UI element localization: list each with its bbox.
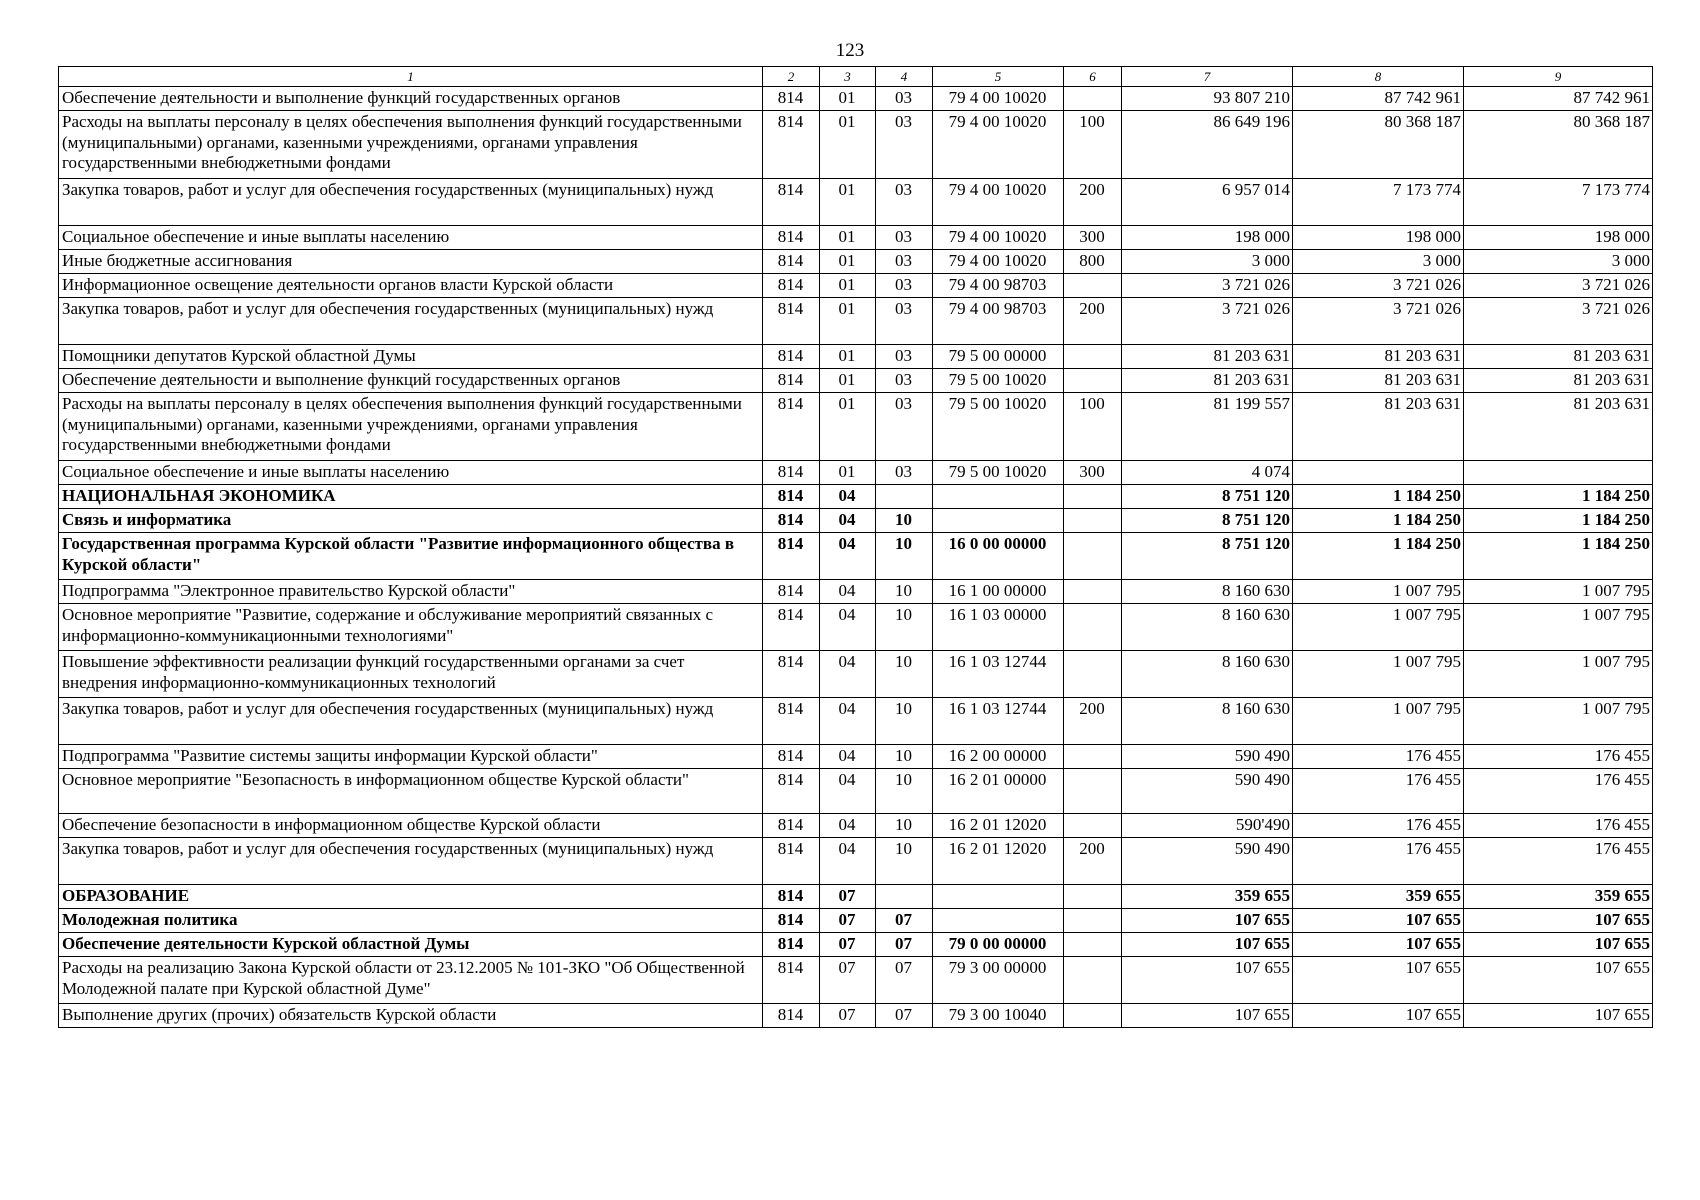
column-header: 4 — [876, 67, 933, 87]
subsection-code-cell: 07 — [876, 1004, 933, 1028]
subsection-code-cell: 03 — [876, 461, 933, 485]
table-row — [59, 111, 1653, 179]
section-code-cell: 04 — [820, 838, 876, 885]
expense-type-cell — [1064, 814, 1122, 838]
amount-year2-cell: 87 742 961 — [1293, 87, 1464, 111]
target-article-cell — [933, 485, 1064, 509]
row-name-cell: Повышение эффективности реализации функций государственными органами за счет внедрения информационно-коммуникационных технологий — [59, 651, 763, 698]
amount-year3-cell: 80 368 187 — [1464, 111, 1653, 179]
row-name-cell: ОБРАЗОВАНИЕ — [59, 885, 763, 909]
subsection-code-cell: 03 — [876, 179, 933, 226]
amount-year3-cell: 3 000 — [1464, 250, 1653, 274]
section-code-cell: 04 — [820, 698, 876, 745]
expense-type-cell: 800 — [1064, 250, 1122, 274]
expense-type-cell — [1064, 87, 1122, 111]
amount-year3-cell: 198 000 — [1464, 226, 1653, 250]
amount-year2-cell: 81 203 631 — [1293, 345, 1464, 369]
amount-year3-cell: 107 655 — [1464, 1004, 1653, 1028]
expense-type-cell — [1064, 909, 1122, 933]
subsection-code-cell: 10 — [876, 698, 933, 745]
amount-year2-cell: 81 203 631 — [1293, 369, 1464, 393]
table-row — [59, 87, 1653, 111]
amount-year1-cell: 590 490 — [1122, 769, 1293, 814]
row-name-cell: Молодежная политика — [59, 909, 763, 933]
row-name-cell: Основное мероприятие "Безопасность в информационном обществе Курской области" — [59, 769, 763, 814]
row-name-cell: Закупка товаров, работ и услуг для обеспечения государственных (муниципальных) нужд — [59, 298, 763, 345]
amount-year1-cell: 3 721 026 — [1122, 298, 1293, 345]
row-name-cell: Обеспечение безопасности в информационном обществе Курской области — [59, 814, 763, 838]
table-row — [59, 179, 1653, 226]
amount-year3-cell: 1 007 795 — [1464, 651, 1653, 698]
row-name-cell: Обеспечение деятельности и выполнение функций государственных органов — [59, 369, 763, 393]
section-code-cell: 01 — [820, 87, 876, 111]
table-body — [59, 67, 1653, 1028]
table-row — [59, 745, 1653, 769]
target-article-cell — [933, 909, 1064, 933]
target-article-cell — [933, 885, 1064, 909]
table-row — [59, 461, 1653, 485]
expense-type-cell — [1064, 651, 1122, 698]
table-row — [59, 298, 1653, 345]
target-article-cell: 79 5 00 10020 — [933, 461, 1064, 485]
table-row — [59, 1004, 1653, 1028]
column-header: 6 — [1064, 67, 1122, 87]
amount-year2-cell: 1 184 250 — [1293, 509, 1464, 533]
target-article-cell: 16 1 03 12744 — [933, 698, 1064, 745]
section-code-cell: 01 — [820, 345, 876, 369]
row-name-cell: Информационное освещение деятельности органов власти Курской области — [59, 274, 763, 298]
subsection-code-cell: 10 — [876, 580, 933, 604]
amount-year3-cell: 81 203 631 — [1464, 345, 1653, 369]
amount-year1-cell: 6 957 014 — [1122, 179, 1293, 226]
amount-year2-cell: 1 184 250 — [1293, 533, 1464, 580]
amount-year3-cell: 359 655 — [1464, 885, 1653, 909]
section-code-cell: 01 — [820, 226, 876, 250]
row-name-cell: Закупка товаров, работ и услуг для обеспечения государственных (муниципальных) нужд — [59, 838, 763, 885]
amount-year2-cell: 1 007 795 — [1293, 580, 1464, 604]
amount-year1-cell: 8 751 120 — [1122, 533, 1293, 580]
expense-type-cell: 200 — [1064, 298, 1122, 345]
row-name-cell: Помощники депутатов Курской областной Думы — [59, 345, 763, 369]
column-header: 1 — [59, 67, 763, 87]
amount-year3-cell: 176 455 — [1464, 769, 1653, 814]
amount-year1-cell: 8 160 630 — [1122, 698, 1293, 745]
amount-year2-cell: 80 368 187 — [1293, 111, 1464, 179]
subsection-code-cell: 07 — [876, 957, 933, 1004]
amount-year2-cell: 359 655 — [1293, 885, 1464, 909]
section-code-cell: 01 — [820, 250, 876, 274]
row-name-cell: Подпрограмма "Развитие системы защиты информации Курской области" — [59, 745, 763, 769]
amount-year3-cell: 7 173 774 — [1464, 179, 1653, 226]
amount-year3-cell: 176 455 — [1464, 745, 1653, 769]
grbs-code-cell: 814 — [763, 1004, 820, 1028]
amount-year3-cell: 1 007 795 — [1464, 604, 1653, 651]
section-code-cell: 04 — [820, 485, 876, 509]
expense-type-cell: 200 — [1064, 838, 1122, 885]
amount-year3-cell: 1 184 250 — [1464, 509, 1653, 533]
table-row — [59, 698, 1653, 745]
subsection-code-cell: 03 — [876, 250, 933, 274]
grbs-code-cell: 814 — [763, 87, 820, 111]
grbs-code-cell: 814 — [763, 769, 820, 814]
amount-year2-cell: 176 455 — [1293, 814, 1464, 838]
amount-year2-cell: 107 655 — [1293, 933, 1464, 957]
expense-type-cell: 100 — [1064, 393, 1122, 461]
target-article-cell: 16 0 00 00000 — [933, 533, 1064, 580]
target-article-cell: 16 2 01 12020 — [933, 838, 1064, 885]
row-name-cell: Социальное обеспечение и иные выплаты населению — [59, 226, 763, 250]
amount-year2-cell: 198 000 — [1293, 226, 1464, 250]
expense-type-cell — [1064, 369, 1122, 393]
row-name-cell: Закупка товаров, работ и услуг для обеспечения государственных (муниципальных) нужд — [59, 698, 763, 745]
subsection-code-cell: 03 — [876, 345, 933, 369]
target-article-cell: 16 1 00 00000 — [933, 580, 1064, 604]
amount-year1-cell: 107 655 — [1122, 1004, 1293, 1028]
amount-year1-cell: 590'490 — [1122, 814, 1293, 838]
subsection-code-cell: 10 — [876, 509, 933, 533]
subsection-code-cell: 03 — [876, 274, 933, 298]
subsection-code-cell: 03 — [876, 298, 933, 345]
row-name-cell: Обеспечение деятельности Курской областной Думы — [59, 933, 763, 957]
amount-year3-cell: 81 203 631 — [1464, 369, 1653, 393]
amount-year3-cell: 81 203 631 — [1464, 393, 1653, 461]
target-article-cell: 16 1 03 00000 — [933, 604, 1064, 651]
section-code-cell: 04 — [820, 745, 876, 769]
table-row — [59, 345, 1653, 369]
amount-year3-cell: 1 007 795 — [1464, 580, 1653, 604]
amount-year1-cell: 107 655 — [1122, 957, 1293, 1004]
amount-year2-cell — [1293, 461, 1464, 485]
grbs-code-cell: 814 — [763, 885, 820, 909]
section-code-cell: 01 — [820, 393, 876, 461]
amount-year2-cell: 176 455 — [1293, 745, 1464, 769]
grbs-code-cell: 814 — [763, 957, 820, 1004]
grbs-code-cell: 814 — [763, 909, 820, 933]
expense-type-cell — [1064, 485, 1122, 509]
header-row — [59, 67, 1653, 87]
amount-year1-cell: 8 160 630 — [1122, 604, 1293, 651]
amount-year3-cell: 176 455 — [1464, 838, 1653, 885]
amount-year1-cell: 107 655 — [1122, 933, 1293, 957]
grbs-code-cell: 814 — [763, 345, 820, 369]
amount-year1-cell: 590 490 — [1122, 838, 1293, 885]
section-code-cell: 04 — [820, 604, 876, 651]
amount-year1-cell: 8 160 630 — [1122, 580, 1293, 604]
amount-year1-cell: 8 751 120 — [1122, 485, 1293, 509]
grbs-code-cell: 814 — [763, 533, 820, 580]
table-row — [59, 957, 1653, 1004]
subsection-code-cell: 03 — [876, 393, 933, 461]
column-header: 2 — [763, 67, 820, 87]
budget-table — [58, 66, 1653, 1028]
amount-year2-cell: 1 007 795 — [1293, 604, 1464, 651]
amount-year2-cell: 81 203 631 — [1293, 393, 1464, 461]
expense-type-cell — [1064, 509, 1122, 533]
subsection-code-cell: 10 — [876, 533, 933, 580]
table-row — [59, 814, 1653, 838]
amount-year1-cell: 3 721 026 — [1122, 274, 1293, 298]
amount-year2-cell: 176 455 — [1293, 838, 1464, 885]
subsection-code-cell: 10 — [876, 838, 933, 885]
amount-year3-cell: 1 184 250 — [1464, 533, 1653, 580]
row-name-cell: Расходы на выплаты персоналу в целях обеспечения выполнения функций государственными (муниципальными) органами, казенными учреждениями, органами управления государственными внебюджетными фондами — [59, 393, 763, 461]
grbs-code-cell: 814 — [763, 604, 820, 651]
section-code-cell: 07 — [820, 885, 876, 909]
section-code-cell: 07 — [820, 957, 876, 1004]
amount-year2-cell: 7 173 774 — [1293, 179, 1464, 226]
amount-year3-cell: 176 455 — [1464, 814, 1653, 838]
target-article-cell: 79 4 00 10020 — [933, 250, 1064, 274]
target-article-cell: 79 3 00 10040 — [933, 1004, 1064, 1028]
target-article-cell: 79 4 00 98703 — [933, 274, 1064, 298]
target-article-cell: 16 1 03 12744 — [933, 651, 1064, 698]
amount-year3-cell: 107 655 — [1464, 957, 1653, 1004]
subsection-code-cell: 03 — [876, 111, 933, 179]
subsection-code-cell: 07 — [876, 933, 933, 957]
amount-year2-cell: 3 721 026 — [1293, 274, 1464, 298]
subsection-code-cell — [876, 485, 933, 509]
subsection-code-cell: 10 — [876, 651, 933, 698]
target-article-cell: 79 4 00 10020 — [933, 87, 1064, 111]
expense-type-cell — [1064, 745, 1122, 769]
amount-year1-cell: 8 160 630 — [1122, 651, 1293, 698]
expense-type-cell — [1064, 885, 1122, 909]
grbs-code-cell: 814 — [763, 369, 820, 393]
column-header: 8 — [1293, 67, 1464, 87]
grbs-code-cell: 814 — [763, 461, 820, 485]
row-name-cell: Государственная программа Курской области "Развитие информационного общества в Курской области" — [59, 533, 763, 580]
target-article-cell: 16 2 01 12020 — [933, 814, 1064, 838]
expense-type-cell: 200 — [1064, 179, 1122, 226]
page-number: 123 — [835, 40, 865, 61]
table-row — [59, 838, 1653, 885]
expense-type-cell — [1064, 933, 1122, 957]
grbs-code-cell: 814 — [763, 226, 820, 250]
section-code-cell: 04 — [820, 509, 876, 533]
table-row — [59, 274, 1653, 298]
column-header: 7 — [1122, 67, 1293, 87]
grbs-code-cell: 814 — [763, 698, 820, 745]
amount-year3-cell: 107 655 — [1464, 909, 1653, 933]
subsection-code-cell: 10 — [876, 604, 933, 651]
section-code-cell: 04 — [820, 814, 876, 838]
amount-year1-cell: 93 807 210 — [1122, 87, 1293, 111]
subsection-code-cell: 10 — [876, 745, 933, 769]
target-article-cell: 79 3 00 00000 — [933, 957, 1064, 1004]
expense-type-cell: 300 — [1064, 226, 1122, 250]
table-row — [59, 580, 1653, 604]
amount-year2-cell: 107 655 — [1293, 957, 1464, 1004]
row-name-cell: Социальное обеспечение и иные выплаты населению — [59, 461, 763, 485]
amount-year3-cell: 1 184 250 — [1464, 485, 1653, 509]
expense-type-cell: 300 — [1064, 461, 1122, 485]
subsection-code-cell: 03 — [876, 87, 933, 111]
amount-year2-cell: 1 007 795 — [1293, 651, 1464, 698]
row-name-cell: Расходы на реализацию Закона Курской области от 23.12.2005 № 101-ЗКО "Об Общественной Молодежной палате при Курской областной Думе" — [59, 957, 763, 1004]
table-row — [59, 533, 1653, 580]
target-article-cell: 79 0 00 00000 — [933, 933, 1064, 957]
grbs-code-cell: 814 — [763, 509, 820, 533]
column-header: 5 — [933, 67, 1064, 87]
amount-year1-cell: 107 655 — [1122, 909, 1293, 933]
expense-type-cell — [1064, 274, 1122, 298]
amount-year3-cell: 1 007 795 — [1464, 698, 1653, 745]
grbs-code-cell: 814 — [763, 111, 820, 179]
amount-year2-cell: 3 000 — [1293, 250, 1464, 274]
amount-year1-cell: 81 203 631 — [1122, 345, 1293, 369]
subsection-code-cell: 10 — [876, 814, 933, 838]
row-name-cell: Обеспечение деятельности и выполнение функций государственных органов — [59, 87, 763, 111]
subsection-code-cell — [876, 885, 933, 909]
amount-year3-cell: 3 721 026 — [1464, 298, 1653, 345]
grbs-code-cell: 814 — [763, 814, 820, 838]
row-name-cell: Связь и информатика — [59, 509, 763, 533]
grbs-code-cell: 814 — [763, 485, 820, 509]
grbs-code-cell: 814 — [763, 745, 820, 769]
row-name-cell: Иные бюджетные ассигнования — [59, 250, 763, 274]
subsection-code-cell: 03 — [876, 226, 933, 250]
table-row — [59, 485, 1653, 509]
amount-year1-cell: 590 490 — [1122, 745, 1293, 769]
column-header: 3 — [820, 67, 876, 87]
amount-year2-cell: 1 184 250 — [1293, 485, 1464, 509]
expense-type-cell — [1064, 604, 1122, 651]
section-code-cell: 07 — [820, 933, 876, 957]
target-article-cell — [933, 509, 1064, 533]
subsection-code-cell: 03 — [876, 369, 933, 393]
target-article-cell: 16 2 00 00000 — [933, 745, 1064, 769]
row-name-cell: Основное мероприятие "Развитие, содержание и обслуживание мероприятий связанных с информационно-коммуникационными технологиями" — [59, 604, 763, 651]
grbs-code-cell: 814 — [763, 179, 820, 226]
section-code-cell: 01 — [820, 179, 876, 226]
amount-year1-cell: 4 074 — [1122, 461, 1293, 485]
expense-type-cell: 200 — [1064, 698, 1122, 745]
target-article-cell: 79 5 00 10020 — [933, 369, 1064, 393]
amount-year1-cell: 81 203 631 — [1122, 369, 1293, 393]
table-row — [59, 604, 1653, 651]
table-row — [59, 651, 1653, 698]
section-code-cell: 01 — [820, 298, 876, 345]
target-article-cell: 79 4 00 10020 — [933, 111, 1064, 179]
grbs-code-cell: 814 — [763, 274, 820, 298]
table-row — [59, 933, 1653, 957]
section-code-cell: 04 — [820, 651, 876, 698]
expense-type-cell: 100 — [1064, 111, 1122, 179]
table-row — [59, 369, 1653, 393]
section-code-cell: 07 — [820, 1004, 876, 1028]
amount-year2-cell: 107 655 — [1293, 909, 1464, 933]
expense-type-cell — [1064, 957, 1122, 1004]
amount-year3-cell: 3 721 026 — [1464, 274, 1653, 298]
amount-year2-cell: 1 007 795 — [1293, 698, 1464, 745]
subsection-code-cell: 10 — [876, 769, 933, 814]
grbs-code-cell: 814 — [763, 298, 820, 345]
section-code-cell: 01 — [820, 111, 876, 179]
expense-type-cell — [1064, 533, 1122, 580]
section-code-cell: 04 — [820, 580, 876, 604]
amount-year3-cell — [1464, 461, 1653, 485]
table-row — [59, 393, 1653, 461]
amount-year3-cell: 107 655 — [1464, 933, 1653, 957]
row-name-cell: Расходы на выплаты персоналу в целях обеспечения выполнения функций государственными (муниципальными) органами, казенными учреждениями, органами управления государственными внебюджетными фондами — [59, 111, 763, 179]
amount-year1-cell: 86 649 196 — [1122, 111, 1293, 179]
section-code-cell: 07 — [820, 909, 876, 933]
amount-year1-cell: 3 000 — [1122, 250, 1293, 274]
target-article-cell: 79 5 00 00000 — [933, 345, 1064, 369]
grbs-code-cell: 814 — [763, 580, 820, 604]
target-article-cell: 16 2 01 00000 — [933, 769, 1064, 814]
expense-type-cell — [1064, 345, 1122, 369]
target-article-cell: 79 4 00 98703 — [933, 298, 1064, 345]
section-code-cell: 01 — [820, 274, 876, 298]
grbs-code-cell: 814 — [763, 250, 820, 274]
amount-year2-cell: 3 721 026 — [1293, 298, 1464, 345]
table-row — [59, 909, 1653, 933]
section-code-cell: 04 — [820, 769, 876, 814]
section-code-cell: 04 — [820, 533, 876, 580]
amount-year1-cell: 359 655 — [1122, 885, 1293, 909]
expense-type-cell — [1064, 580, 1122, 604]
target-article-cell: 79 4 00 10020 — [933, 179, 1064, 226]
row-name-cell: Подпрограмма "Электронное правительство Курской области" — [59, 580, 763, 604]
amount-year2-cell: 176 455 — [1293, 769, 1464, 814]
column-header: 9 — [1464, 67, 1653, 87]
table-row — [59, 885, 1653, 909]
expense-type-cell — [1064, 1004, 1122, 1028]
section-code-cell: 01 — [820, 461, 876, 485]
amount-year2-cell: 107 655 — [1293, 1004, 1464, 1028]
grbs-code-cell: 814 — [763, 393, 820, 461]
amount-year1-cell: 8 751 120 — [1122, 509, 1293, 533]
row-name-cell: Выполнение других (прочих) обязательств Курской области — [59, 1004, 763, 1028]
amount-year1-cell: 198 000 — [1122, 226, 1293, 250]
grbs-code-cell: 814 — [763, 838, 820, 885]
amount-year3-cell: 87 742 961 — [1464, 87, 1653, 111]
table-row — [59, 250, 1653, 274]
table-row — [59, 509, 1653, 533]
subsection-code-cell: 07 — [876, 909, 933, 933]
row-name-cell: Закупка товаров, работ и услуг для обеспечения государственных (муниципальных) нужд — [59, 179, 763, 226]
expense-type-cell — [1064, 769, 1122, 814]
grbs-code-cell: 814 — [763, 651, 820, 698]
target-article-cell: 79 5 00 10020 — [933, 393, 1064, 461]
target-article-cell: 79 4 00 10020 — [933, 226, 1064, 250]
row-name-cell: НАЦИОНАЛЬНАЯ ЭКОНОМИКА — [59, 485, 763, 509]
table-row — [59, 226, 1653, 250]
section-code-cell: 01 — [820, 369, 876, 393]
table-row — [59, 769, 1653, 814]
grbs-code-cell: 814 — [763, 933, 820, 957]
amount-year1-cell: 81 199 557 — [1122, 393, 1293, 461]
